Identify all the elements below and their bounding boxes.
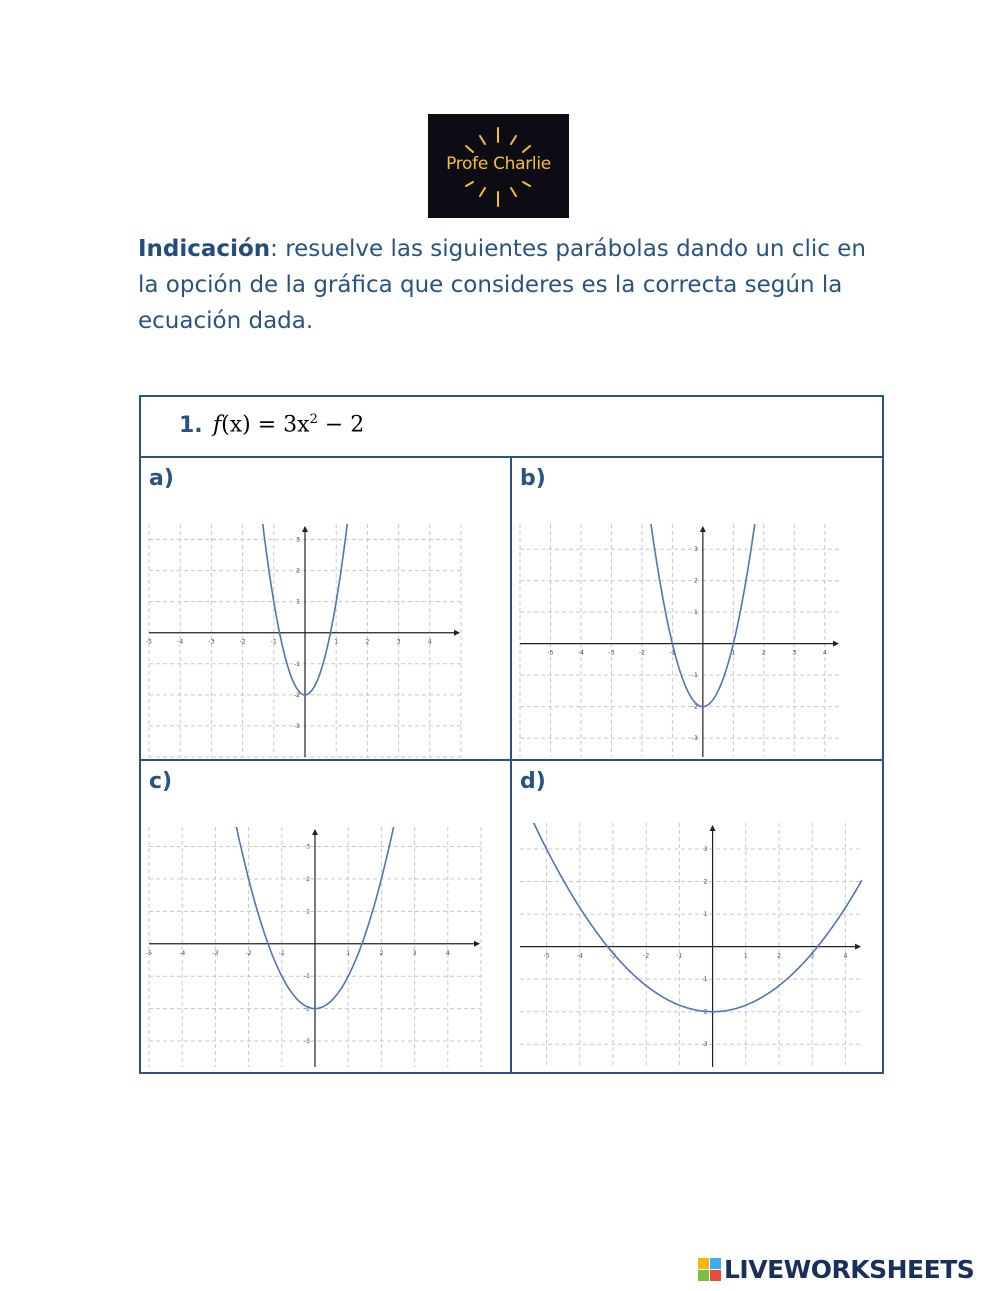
y-tick-label: 3 <box>306 843 310 851</box>
x-tick-label: -1 <box>278 949 285 957</box>
profe-charlie-logo <box>428 114 569 218</box>
x-tick-label: -2 <box>245 949 252 957</box>
x-tick-label: 3 <box>396 638 401 646</box>
x-tick-label: -3 <box>208 638 215 646</box>
y-tick-label: -2 <box>691 703 698 711</box>
option-c-label: c) <box>149 769 173 794</box>
y-tick-label: -3 <box>294 722 300 730</box>
x-tick-label: -3 <box>608 649 615 657</box>
x-tick-label: -5 <box>543 952 550 960</box>
option-b[interactable] <box>512 458 882 761</box>
x-tick-label: 1 <box>731 649 736 657</box>
x-tick-label: 4 <box>822 649 827 657</box>
x-tick-label: -2 <box>643 952 650 960</box>
instructions <box>138 231 868 339</box>
question-header <box>141 397 882 458</box>
x-tick-label: -3 <box>609 952 616 960</box>
y-tick-label: -1 <box>691 672 698 680</box>
formula-body: (x) = 3x <box>221 412 310 438</box>
x-axis-arrow-icon <box>474 941 480 947</box>
x-tick-label: 2 <box>777 952 781 960</box>
y-axis-arrow-icon <box>710 825 716 831</box>
y-tick-label: 1 <box>306 908 310 916</box>
x-tick-label: -5 <box>146 949 152 957</box>
x-tick-label: -4 <box>177 638 184 646</box>
question-formula <box>213 412 364 437</box>
formula-function: f <box>213 412 222 438</box>
y-tick-label: -3 <box>304 1038 310 1046</box>
x-tick-label: 4 <box>843 952 848 960</box>
formula-exponent: 2 <box>309 412 318 427</box>
y-tick-label: 1 <box>296 598 300 606</box>
x-tick-label: -1 <box>676 952 683 960</box>
x-tick-label: -5 <box>146 638 152 646</box>
x-tick-label: -2 <box>239 638 246 646</box>
y-tick-label: 2 <box>296 567 300 575</box>
option-d-graph <box>520 823 862 1067</box>
x-tick-label: 4 <box>427 638 432 646</box>
x-tick-label: 1 <box>334 638 339 646</box>
x-tick-label: 3 <box>810 952 815 960</box>
option-b-label: b) <box>520 466 546 491</box>
option-b-graph <box>520 524 840 757</box>
question-table <box>139 395 884 1074</box>
x-tick-label: -1 <box>270 638 277 646</box>
y-tick-label: 2 <box>703 878 708 886</box>
y-tick-label: 1 <box>694 609 698 617</box>
x-tick-label: 1 <box>346 949 351 957</box>
y-tick-label: -2 <box>294 691 300 699</box>
y-tick-label: -3 <box>701 1041 708 1049</box>
option-c-graph <box>146 827 481 1067</box>
option-d-label: d) <box>520 769 546 794</box>
x-tick-label: -1 <box>669 649 676 657</box>
x-axis-arrow-icon <box>833 641 839 647</box>
x-tick-label: -4 <box>576 952 583 960</box>
option-c[interactable] <box>141 761 512 1072</box>
x-axis-arrow-icon <box>855 944 861 950</box>
x-tick-label: -5 <box>547 649 554 657</box>
x-tick-label: -3 <box>212 949 219 957</box>
y-tick-label: -1 <box>304 973 310 981</box>
y-tick-label: 1 <box>703 911 708 919</box>
x-tick-label: 3 <box>792 649 797 657</box>
option-d[interactable] <box>512 761 882 1072</box>
option-a[interactable] <box>141 458 512 761</box>
option-a-label: a) <box>149 466 174 491</box>
footer-brand: LIVEWORKSHEETS <box>724 1255 975 1284</box>
x-tick-label: -2 <box>638 649 645 657</box>
y-tick-label: 3 <box>703 846 708 854</box>
formula-tail: − 2 <box>317 412 365 438</box>
x-tick-label: -4 <box>577 649 584 657</box>
x-tick-label: 2 <box>761 649 766 657</box>
y-axis-arrow-icon <box>700 526 706 532</box>
question-number: 1. <box>179 413 203 438</box>
y-tick-label: 2 <box>306 875 310 883</box>
x-tick-label: 4 <box>445 949 450 957</box>
y-tick-label: -1 <box>294 660 300 668</box>
y-tick-label: -2 <box>304 1005 310 1013</box>
logo-text: Profe Charlie <box>446 154 551 174</box>
x-tick-label: 3 <box>412 949 417 957</box>
option-a-graph <box>146 524 461 757</box>
y-axis-arrow-icon <box>302 526 308 532</box>
y-tick-label: 3 <box>694 546 698 554</box>
x-axis-arrow-icon <box>454 630 460 636</box>
y-tick-label: -1 <box>701 976 708 984</box>
instructions-heading: Indicación <box>138 236 271 262</box>
liveworksheets-logo-icon <box>698 1258 722 1282</box>
instructions-body: : resuelve las siguientes parábolas dando un clic en la opción de la gráfica que consideres es la correcta según la ecuación dada. <box>138 236 866 334</box>
y-tick-label: -2 <box>701 1008 708 1016</box>
y-tick-label: 3 <box>296 536 300 544</box>
x-tick-label: 2 <box>379 949 384 957</box>
x-tick-label: 2 <box>365 638 370 646</box>
y-axis-arrow-icon <box>312 829 318 835</box>
x-tick-label: -4 <box>179 949 186 957</box>
x-tick-label: 1 <box>743 952 748 960</box>
y-tick-label: -3 <box>691 735 698 743</box>
y-tick-label: 2 <box>694 577 698 585</box>
